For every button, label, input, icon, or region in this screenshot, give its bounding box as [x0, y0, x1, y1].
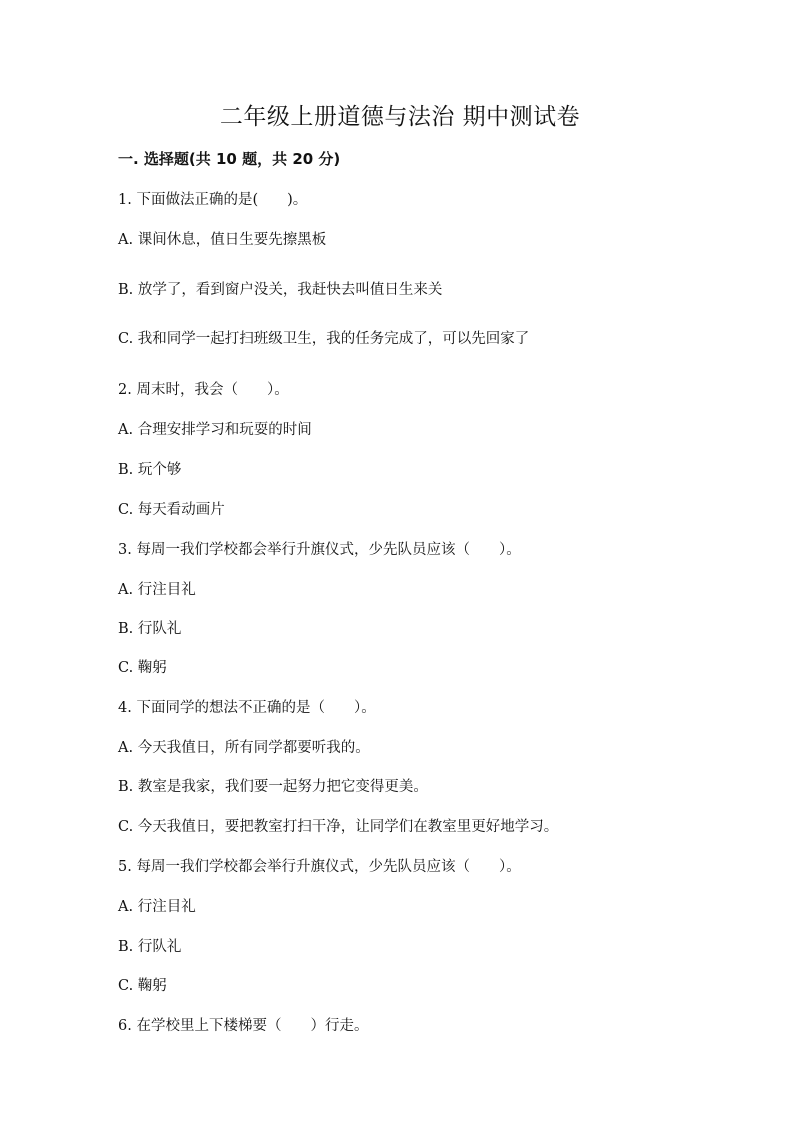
question-4: 4. 下面同学的想法不正确的是（ ）。 [118, 700, 376, 716]
q3-option-b: B. 行队礼 [118, 621, 182, 637]
q4-option-a: A. 今天我值日，所有同学都要听我的。 [118, 740, 370, 756]
q5-option-c: C. 鞠躬 [118, 978, 167, 994]
q3-option-c: C. 鞠躬 [118, 660, 167, 676]
q4-option-b: B. 教室是我家，我们要一起努力把它变得更美。 [118, 779, 428, 795]
q5-option-b: B. 行队礼 [118, 939, 182, 955]
q3-option-a: A. 行注目礼 [118, 582, 196, 598]
q2-option-b: B. 玩个够 [118, 462, 182, 478]
q1-option-b: B. 放学了，看到窗户没关，我赶快去叫值日生来关 [118, 282, 443, 298]
question-6: 6. 在学校里上下楼梯要（ ）行走。 [118, 1018, 369, 1034]
q1-option-c: C. 我和同学一起打扫班级卫生，我的任务完成了，可以先回家了 [118, 331, 530, 347]
question-5: 5. 每周一我们学校都会举行升旗仪式，少先队员应该（ ）。 [118, 859, 521, 875]
question-3: 3. 每周一我们学校都会举行升旗仪式，少先队员应该（ ）。 [118, 542, 521, 558]
q2-option-c: C. 每天看动画片 [118, 502, 225, 518]
question-1: 1. 下面做法正确的是( )。 [118, 192, 308, 208]
q4-option-c: C. 今天我值日，要把教室打扫干净，让同学们在教室里更好地学习。 [118, 819, 559, 835]
section-heading: 一. 选择题(共 10 题，共 20 分) [118, 150, 341, 168]
q1-option-a: A. 课间休息，值日生要先擦黑板 [118, 232, 327, 248]
q5-option-a: A. 行注目礼 [118, 899, 196, 915]
question-2: 2. 周末时，我会（ ）。 [118, 382, 289, 398]
q2-option-a: A. 合理安排学习和玩耍的时间 [118, 422, 312, 438]
page-title: 二年级上册道德与法治 期中测试卷 [219, 104, 581, 130]
